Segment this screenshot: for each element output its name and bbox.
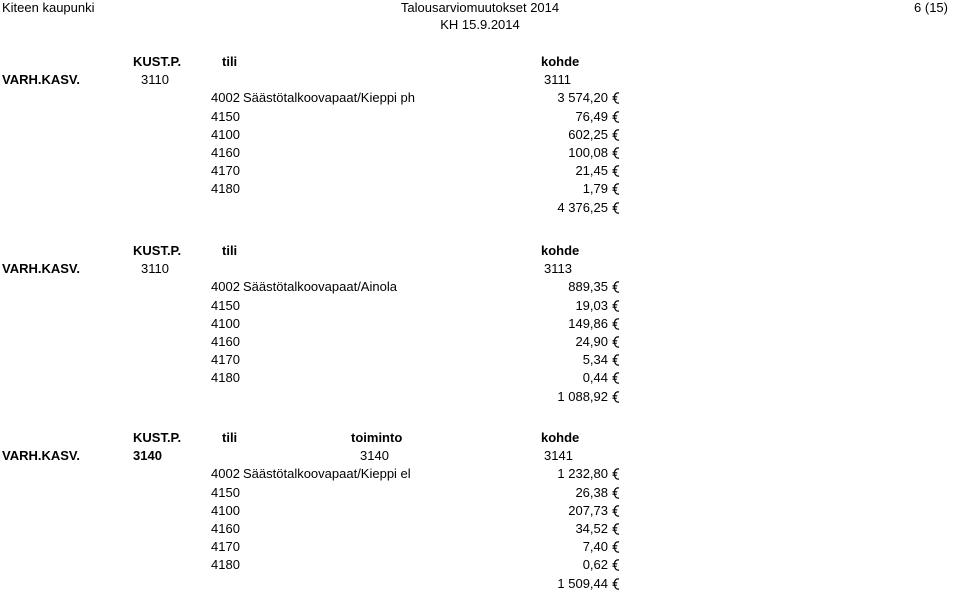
euro-icon [612,540,620,556]
account-code: 4170 [211,163,240,179]
amount: 100,08 [568,145,608,160]
euro-icon [612,390,620,406]
euro-icon [612,182,620,198]
toiminto-value: 3140 [360,448,389,464]
account-description: Säästötalkoovapaat/Kieppi el [243,466,411,482]
euro-icon [612,486,620,502]
amount: 207,73 [568,502,608,518]
account-code: 4150 [211,297,240,313]
header-left: Kiteen kaupunki [2,0,95,15]
account-code: 4100 [211,502,240,518]
account-code: 4002 [211,279,240,295]
amount: 889,35 [568,279,608,295]
amount: 7,40 [582,539,608,555]
kustp-value: 3110 [141,72,169,88]
header-right: 6 (15) [914,0,948,15]
euro-icon [612,577,620,593]
euro-icon [612,91,620,107]
col-header-tili: tili [222,430,238,445]
euro-icon [612,558,620,574]
account-code: 4100 [211,315,240,331]
amount: 602,25 [568,126,608,142]
account-code: 4150 [211,484,240,500]
account-code: 4170 [211,352,240,368]
col-header-tili: tili [222,243,238,258]
col-header-kohde: kohde [541,430,580,445]
euro-icon [612,353,620,369]
amount: 24,90 [575,334,608,349]
col-header-kohde: kohde [541,243,580,258]
amount: 1,79 [582,181,608,197]
account-description: Säästötalkoovapaat/Ainola [243,279,397,295]
kustp-value: 3110 [141,261,169,277]
col-header-kustp: KUST.P. [133,430,182,445]
section-label: VARH.KASV. [2,72,81,88]
euro-icon [612,110,620,126]
account-code: 4180 [211,370,240,386]
block-total: 1 509,44 [557,575,608,591]
section-label: VARH.KASV. [2,448,81,464]
account-code: 4100 [211,126,240,142]
col-header-kustp: KUST.P. [133,54,182,69]
kohde-value: 3111 [544,72,571,88]
euro-icon [612,371,620,387]
header-center: Talousarviomuutokset 2014 [400,0,560,15]
amount: 26,38 [575,484,608,500]
amount: 0,62 [582,557,608,573]
amount: 21,45 [575,163,608,179]
account-code: 4180 [211,557,240,573]
euro-icon [612,164,620,180]
euro-icon [612,467,620,483]
account-code: 4160 [211,145,240,160]
kohde-value: 3141 [544,448,573,464]
euro-icon [612,522,620,538]
col-header-kohde: kohde [541,54,580,69]
euro-icon [612,317,620,333]
euro-icon [612,299,620,315]
col-header-tili: tili [222,54,238,69]
account-code: 4002 [211,466,240,482]
euro-icon [612,201,620,217]
kohde-value: 3113 [544,261,572,277]
account-code: 4160 [211,521,240,536]
euro-icon [612,504,620,520]
account-code: 4002 [211,90,240,106]
account-code: 4180 [211,181,240,197]
col-header-toiminto: toiminto [351,430,403,445]
euro-icon [612,335,620,351]
header-center-sub: KH 15.9.2014 [440,17,520,32]
block-total: 4 376,25 [557,199,608,215]
section-label: VARH.KASV. [2,261,81,277]
amount: 76,49 [575,108,608,124]
account-description: Säästötalkoovapaat/Kieppi ph [243,90,416,106]
euro-icon [612,280,620,296]
account-code: 4160 [211,334,240,349]
amount: 1 232,80 [557,466,608,482]
amount: 19,03 [575,297,608,313]
account-code: 4170 [211,539,240,555]
block-total: 1 088,92 [557,388,608,404]
amount: 149,86 [568,315,608,331]
amount: 0,44 [582,370,608,386]
amount: 5,34 [582,352,608,368]
euro-icon [612,128,620,144]
euro-icon [612,146,620,162]
col-header-kustp: KUST.P. [133,243,182,258]
amount: 34,52 [575,521,608,536]
amount: 3 574,20 [557,90,608,106]
account-code: 4150 [211,108,240,124]
kustp-value: 3140 [133,448,162,464]
